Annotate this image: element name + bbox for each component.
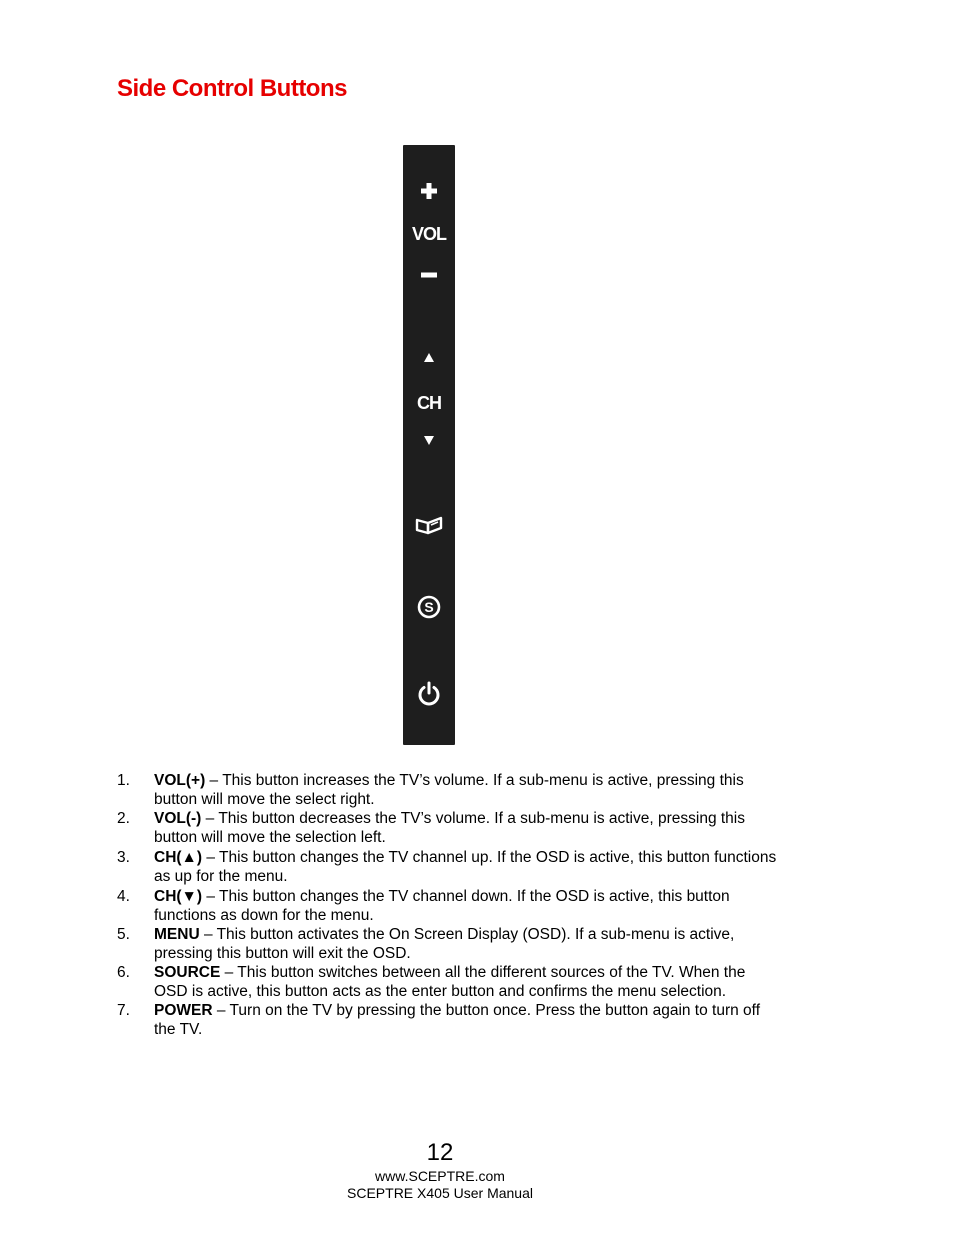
- button-name: POWER: [154, 1002, 213, 1019]
- triangle-up-icon: [403, 352, 455, 363]
- vol-label: VOL: [411, 224, 446, 244]
- ch-label: CH: [417, 393, 441, 413]
- minus-icon: [403, 271, 455, 279]
- button-description-list: [117, 771, 777, 1039]
- button-name: CH(▼): [154, 888, 203, 905]
- footer-manual-title: SCEPTRE X405 User Manual: [347, 1185, 533, 1201]
- list-item: 4. CH(▼) – This button changes the TV channel down. If the OSD is active, this button functions as down for the menu.: [117, 888, 730, 924]
- button-description: – This button switches between all the different sources of the TV. When the OSD is active, this button acts as the enter button and confirms the menu selection.: [154, 964, 746, 1000]
- list-item: 7. POWER – Turn on the TV by pressing the button once. Press the button again to turn off the TV.: [117, 1002, 761, 1038]
- button-description: – This button changes the TV channel down. If the OSD is active, this button functions as down for the menu.: [154, 888, 730, 924]
- menu-book-icon: [403, 515, 455, 535]
- power-icon: [403, 681, 455, 706]
- page-number: 12: [426, 1139, 454, 1166]
- list-item: 6. SOURCE – This button switches between all the different sources of the TV. When the OSD is active, this button acts as the enter button and confirms the menu selection.: [117, 964, 746, 1000]
- source-s-icon: [403, 595, 455, 619]
- page-title: Side Control Buttons: [117, 75, 347, 102]
- button-name: SOURCE: [154, 964, 221, 981]
- list-item: 1. VOL(+) – This button increases the TV’s volume. If a sub-menu is active, pressing this button will move the select right.: [117, 772, 744, 808]
- button-description: – This button changes the TV channel up. If the OSD is active, this button functions as up for the menu.: [154, 849, 777, 885]
- button-description: – Turn on the TV by pressing the button once. Press the button again to turn off the TV.: [154, 1002, 761, 1038]
- button-name: VOL(+): [154, 772, 206, 789]
- triangle-down-icon: [403, 435, 455, 446]
- side-control-panel-illustration: [403, 145, 455, 745]
- button-name: MENU: [154, 926, 200, 943]
- list-item: 2. VOL(-) – This button decreases the TV’s volume. If a sub-menu is active, pressing this button will move the selection left.: [117, 810, 745, 846]
- button-description: – This button activates the On Screen Display (OSD). If a sub-menu is active, pressing this button will exit the OSD.: [154, 926, 735, 962]
- list-item: 5. MENU – This button activates the On Screen Display (OSD). If a sub-menu is active, pressing this button will exit the OSD.: [117, 926, 735, 962]
- button-description: – This button decreases the TV’s volume. If a sub-menu is active, pressing this button will move the selection left.: [154, 810, 745, 846]
- footer-website: www.SCEPTRE.com: [375, 1168, 505, 1184]
- button-name: VOL(-): [154, 810, 202, 827]
- button-name: CH(▲): [154, 849, 203, 866]
- svg-text:S: S: [424, 599, 434, 615]
- plus-icon: [403, 182, 455, 200]
- button-description: – This button increases the TV’s volume. If a sub-menu is active, pressing this button will move the select right.: [154, 772, 744, 808]
- list-item: 3. CH(▲) – This button changes the TV channel up. If the OSD is active, this button functions as up for the menu.: [117, 849, 777, 885]
